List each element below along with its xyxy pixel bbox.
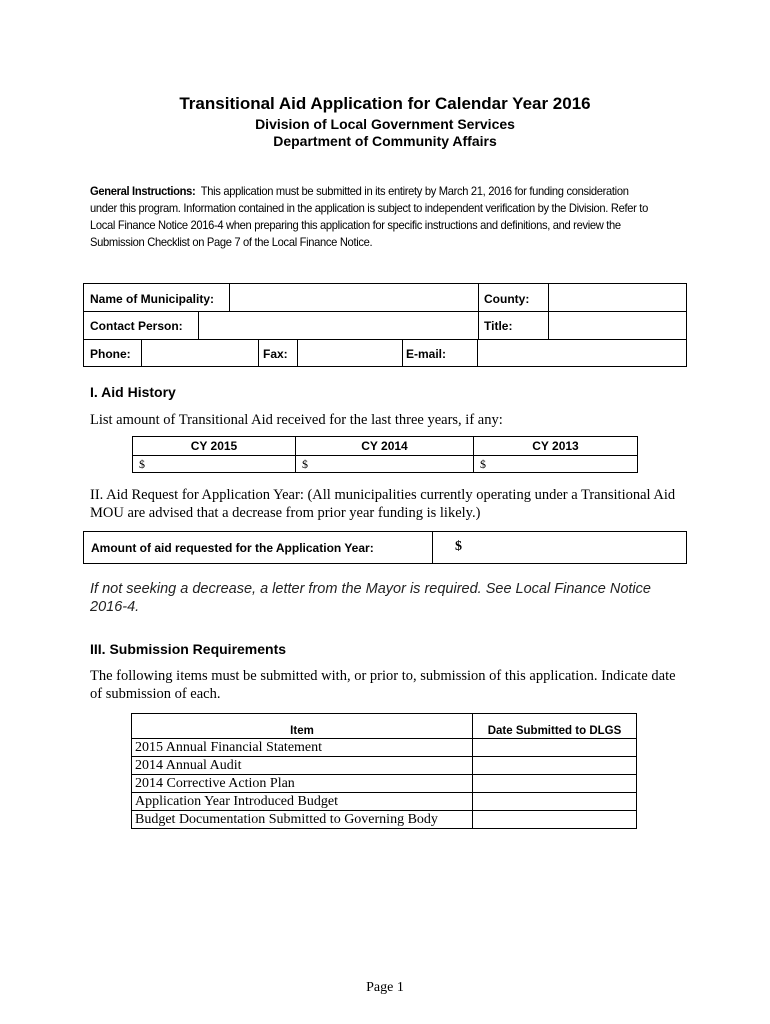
section-1-prompt: List amount of Transitional Aid received for the last three years, if any: <box>90 412 503 428</box>
section-3-heading: III. Submission Requirements <box>90 641 287 657</box>
table-row <box>132 757 637 775</box>
email-label: E-mail: <box>406 347 447 361</box>
column-cy-2014: CY 2014 <box>296 437 474 456</box>
submission-requirements-table <box>131 713 637 829</box>
table-row <box>132 793 637 811</box>
form-row-municipality <box>84 284 686 312</box>
fax-input[interactable] <box>297 340 403 366</box>
requirement-item: Application Year Introduced Budget <box>132 793 473 811</box>
general-instructions <box>90 183 648 251</box>
table-row <box>132 811 637 829</box>
aid-history-value-row <box>133 456 638 473</box>
phone-input[interactable] <box>141 340 259 366</box>
amount-currency-symbol: $ <box>455 539 462 554</box>
date-submitted-input[interactable] <box>473 811 637 829</box>
requirement-item: Budget Documentation Submitted to Governing Body <box>132 811 473 829</box>
phone-label: Phone: <box>90 347 131 361</box>
county-label: County: <box>484 292 530 306</box>
date-submitted-input[interactable] <box>473 739 637 757</box>
column-item: Item <box>132 714 473 739</box>
municipality-label: Name of Municipality: <box>90 292 215 306</box>
section-2-text: II. Aid Request for Application Year: (All municipalities currently operating under a Transitional Aid MOU are advised that a decrease from prior year funding is likely.) <box>90 487 676 521</box>
table-row <box>132 775 637 793</box>
fax-label: Fax: <box>263 347 288 361</box>
contact-info-form <box>83 283 687 367</box>
cy-2013-amount-input[interactable]: $ <box>474 456 638 473</box>
aid-history-header-row <box>133 437 638 456</box>
date-submitted-input[interactable] <box>473 757 637 775</box>
title-label: Title: <box>484 319 513 333</box>
requirement-item: 2015 Annual Financial Statement <box>132 739 473 757</box>
instructions-label: General Instructions: <box>90 184 196 198</box>
table-row <box>132 739 637 757</box>
cy-2015-amount-input[interactable]: $ <box>133 456 296 473</box>
division-name: Division of Local Government Services <box>255 116 515 132</box>
form-row-phone <box>84 340 686 366</box>
municipality-input[interactable] <box>229 284 479 311</box>
title-input[interactable] <box>548 312 687 339</box>
requirement-item: 2014 Annual Audit <box>132 757 473 775</box>
requirement-item: 2014 Corrective Action Plan <box>132 775 473 793</box>
amount-requested-label: Amount of aid requested for the Application Year: <box>91 541 374 555</box>
section-3-text: The following items must be submitted with, or prior to, submission of this application. Indicate date of submission of each. <box>90 668 676 702</box>
requirements-header-row <box>132 714 637 739</box>
department-name: Department of Community Affairs <box>273 133 497 149</box>
county-input[interactable] <box>548 284 687 311</box>
aid-request-box <box>83 531 687 564</box>
date-submitted-input[interactable] <box>473 793 637 811</box>
contact-person-label: Contact Person: <box>90 319 183 333</box>
contact-person-input[interactable] <box>198 312 479 339</box>
page-number: Page 1 <box>366 980 404 995</box>
amount-requested-input[interactable] <box>432 532 687 563</box>
column-cy-2015: CY 2015 <box>133 437 296 456</box>
page-title: Transitional Aid Application for Calendar Year 2016 <box>179 94 591 113</box>
section-1-heading: I. Aid History <box>90 384 176 400</box>
instructions-text: This application must be submitted in its entirety by March 21, 2016 for funding consideration under this program. Information contained in the application is subject to independent verification by the Division. Refer to Local Finance Notice 2016-4 when preparing this application for specific instructions and definitions, and review the Submission Checklist on Page 7 of the Local Finance Notice. <box>90 184 648 249</box>
aid-history-table <box>132 436 638 473</box>
form-row-contact <box>84 312 686 340</box>
cy-2014-amount-input[interactable]: $ <box>296 456 474 473</box>
column-date-submitted: Date Submitted to DLGS <box>473 714 637 739</box>
date-submitted-input[interactable] <box>473 775 637 793</box>
email-input[interactable] <box>477 340 687 366</box>
mayor-letter-note: If not seeking a decrease, a letter from the Mayor is required. See Local Finance Notice 2016-4. <box>90 581 651 615</box>
column-cy-2013: CY 2013 <box>474 437 638 456</box>
